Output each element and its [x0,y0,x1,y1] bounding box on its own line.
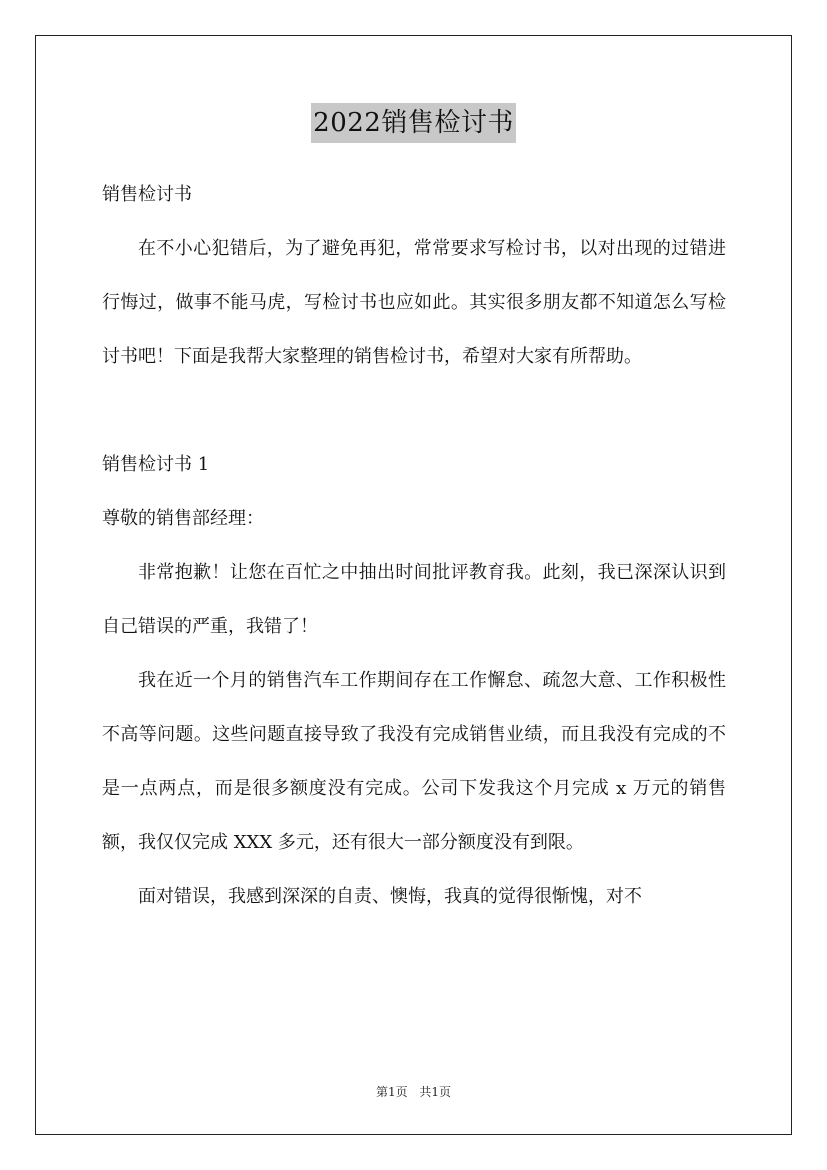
salutation: 尊敬的销售部经理： [102,508,264,529]
body-paragraph: 我在近一个月的销售汽车工作期间存在工作懈怠、疏忽大意、工作积极性不高等问题。这些问题直接导致了我没有完成销售业绩，而且我没有完成的不是一点两点，而是很多额度没有完成。公司下发我这个月完成 x 万元的销售额，我仅仅完成 XXX 多元，还有很大一部分额度没有到限。 [102,670,726,853]
page-footer [0,1083,827,1100]
page-number: 第1页 [375,1085,408,1099]
intro-paragraph: 在不小心犯错后，为了避免再犯，常常要求写检讨书，以对出现的过错进行悔过，做事不能马虎，写检讨书也应如此。其实很多朋友都不知道怎么写检讨书吧！下面是我帮大家整理的销售检讨书，希望对大家有所帮助。 [102,238,726,367]
body-paragraph: 面对错误，我感到深深的自责、懊悔，我真的觉得很惭愧，对不 [138,886,642,907]
title-container [0,103,827,143]
section-heading: 销售检讨书 1 [102,454,210,475]
page-count: 共1页 [419,1085,452,1099]
document-title: 2022销售检讨书 [311,103,516,143]
document-body [102,168,726,924]
subtitle: 销售检讨书 [102,184,192,205]
body-paragraph: 非常抱歉！让您在百忙之中抽出时间批评教育我。此刻，我已深深认识到自己错误的严重，我错了！ [102,562,726,637]
spacer [102,384,726,438]
